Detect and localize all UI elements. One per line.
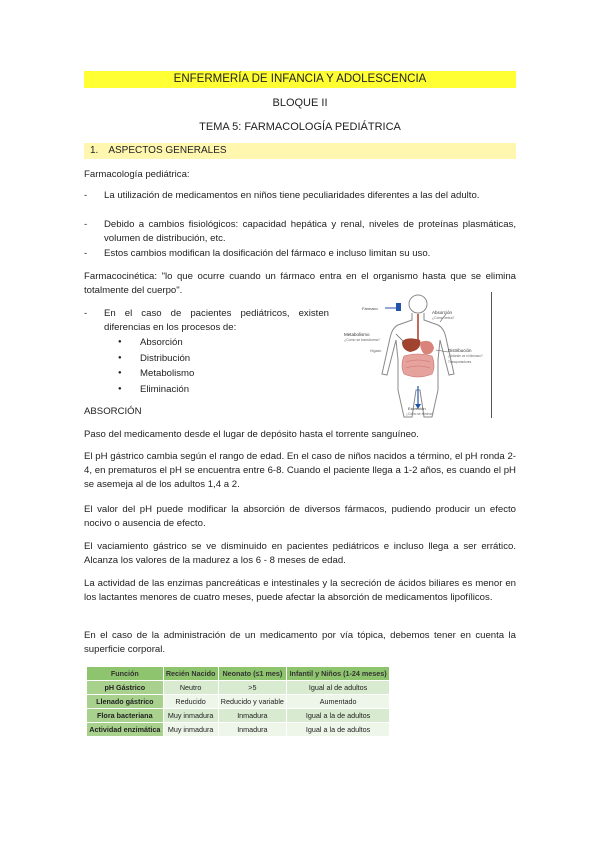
row-label: Actividad enzimática bbox=[87, 723, 164, 737]
kinetics-intro: En el caso de pacientes pediátricos, existen diferencias en los procesos de: bbox=[104, 308, 329, 334]
table-row bbox=[87, 723, 390, 737]
block-title: BLOQUE II bbox=[272, 97, 328, 109]
absorption-para-6: En el caso de la administración de un medicamento por vía tópica, debemos tener en cuenta la superficie corporal. bbox=[84, 630, 516, 656]
label-metabolismo-q: ¿Cómo se transforma? bbox=[344, 338, 380, 342]
row-label: Flora bacteriana bbox=[87, 709, 164, 723]
course-title: ENFERMERÍA DE INFANCIA Y ADOLESCENCIA bbox=[84, 71, 516, 88]
absorption-para-3: El valor del pH puede modificar la absorción de diversos fármacos, pudiendo producir un efecto nocivo o ausencia de efecto. bbox=[84, 504, 516, 530]
label-excrecion-q: ¿Cómo se elimina? bbox=[406, 412, 434, 416]
section-heading bbox=[84, 143, 516, 159]
label-metabolismo: Metabolismo bbox=[344, 332, 370, 337]
process-list bbox=[118, 335, 194, 397]
process-distribucion: ● Distribución bbox=[118, 351, 194, 367]
table-cell: Neutro bbox=[163, 681, 218, 695]
absorption-para-1: Paso del medicamento desde el lugar de depósito hasta el torrente sanguíneo. bbox=[84, 429, 419, 440]
header-cell: Recién Nacido bbox=[163, 667, 218, 681]
drug-icon bbox=[396, 303, 401, 311]
row-label: pH Gástrico bbox=[87, 681, 164, 695]
section-number: 1. bbox=[90, 145, 99, 156]
absorption-para-5: La actividad de las enzimas pancreáticas e intestinales y la secreción de ácidos biliares es menor en los lactantes menores de cuatro meses, puede afectar la absorción de medicamentos lipofílicos. bbox=[84, 578, 516, 604]
table-cell: Reducido y variable bbox=[218, 695, 287, 709]
list-item: - Estos cambios modifican la dosificación del fármaco e incluso limitan su uso. bbox=[84, 247, 516, 261]
pharma-label: Farmacología pediátrica: bbox=[84, 169, 190, 180]
table-cell: >5 bbox=[218, 681, 287, 695]
table-cell: Aumentado bbox=[287, 695, 390, 709]
process-eliminacion: ● Eliminación bbox=[118, 382, 194, 398]
label-excrecion: Excreción bbox=[408, 406, 426, 411]
absorption-heading: ABSORCIÓN bbox=[84, 406, 142, 417]
label-higado: Hígado bbox=[370, 349, 382, 353]
table-cell: Igual a la de adultos bbox=[287, 723, 390, 737]
process-absorcion: ● Absorción bbox=[118, 335, 194, 351]
pharma-point-2: Debido a cambios fisiológicos: capacidad hepática y renal, niveles de proteínas plasmáticas, volumen de distribución, etc. bbox=[104, 219, 516, 245]
table-cell: Muy inmadura bbox=[163, 709, 218, 723]
stomach bbox=[420, 341, 434, 355]
row-label: Llenado gástrico bbox=[87, 695, 164, 709]
label-distribucion-q: ¿Adónde va el fármaco? bbox=[448, 354, 483, 358]
list-item: - La utilización de medicamentos en niños tiene peculiaridades diferentes a las del adulto. bbox=[84, 189, 516, 203]
absorption-para-4: El vaciamiento gástrico se ve disminuido en pacientes pediátricos e incluso llega a ser errático. Alcanza los valores de la madurez a los 6 - 8 meses de edad. bbox=[84, 541, 516, 567]
label-absorcion: Absorción bbox=[432, 310, 453, 315]
header-cell: Neonato (≤1 mes) bbox=[218, 667, 287, 681]
table-row bbox=[87, 681, 390, 695]
section-title: ASPECTOS GENERALES bbox=[108, 145, 227, 156]
list-item: - En el caso de pacientes pediátricos, existen diferencias en los procesos de: bbox=[84, 307, 329, 335]
table-cell: Igual a la de adultos bbox=[287, 709, 390, 723]
table-cell: Inmadura bbox=[218, 709, 287, 723]
pharma-point-3: Estos cambios modifican la dosificación del fármaco e incluso limitan su uso. bbox=[104, 248, 431, 259]
label-distribucion: Distribución bbox=[448, 348, 472, 353]
topic-title: TEMA 5: FARMACOLOGÍA PEDIÁTRICA bbox=[199, 121, 401, 133]
header-cell: Infantil y Niños (1-24 meses) bbox=[287, 667, 390, 681]
pharmacokinetics-figure bbox=[340, 290, 492, 418]
table-cell: Igual al de adultos bbox=[287, 681, 390, 695]
comparison-table bbox=[86, 666, 390, 737]
label-farmaco: Fármaco bbox=[362, 306, 378, 311]
figure-border bbox=[491, 292, 492, 418]
table-cell: Inmadura bbox=[218, 723, 287, 737]
list-item: - Debido a cambios fisiológicos: capacidad hepática y renal, niveles de proteínas plasmáticas, volumen de distribución, etc. bbox=[84, 218, 516, 246]
label-absorcion-q: ¿Cómo entra? bbox=[432, 316, 455, 320]
kinetics-definition: Farmacocinética: "lo que ocurre cuando un fármaco entra en el organismo hasta que se elimina totalmente del cuerpo". bbox=[84, 271, 516, 297]
table-header-row bbox=[87, 667, 390, 681]
pharma-point-1: La utilización de medicamentos en niños tiene peculiaridades diferentes a las del adulto. bbox=[104, 190, 480, 201]
table-cell: Muy inmadura bbox=[163, 723, 218, 737]
process-metabolismo: ● Metabolismo bbox=[118, 366, 194, 382]
table-row bbox=[87, 709, 390, 723]
liver bbox=[402, 338, 420, 352]
label-transportadores: Transportadores bbox=[448, 360, 472, 364]
table-row bbox=[87, 695, 390, 709]
absorption-para-2: El pH gástrico cambia según el rango de edad. En el caso de niños nacidos a término, el pH ronda 2-4, en prematuros el pH se encuentra entre 6-8. Cuando el paciente llega a 1-2 años, es cuando el pH se asemeja al de los adultos 1,4 a 2. bbox=[84, 451, 516, 491]
intestines bbox=[402, 354, 434, 377]
table-cell: Reducido bbox=[163, 695, 218, 709]
header-cell: Función bbox=[87, 667, 164, 681]
